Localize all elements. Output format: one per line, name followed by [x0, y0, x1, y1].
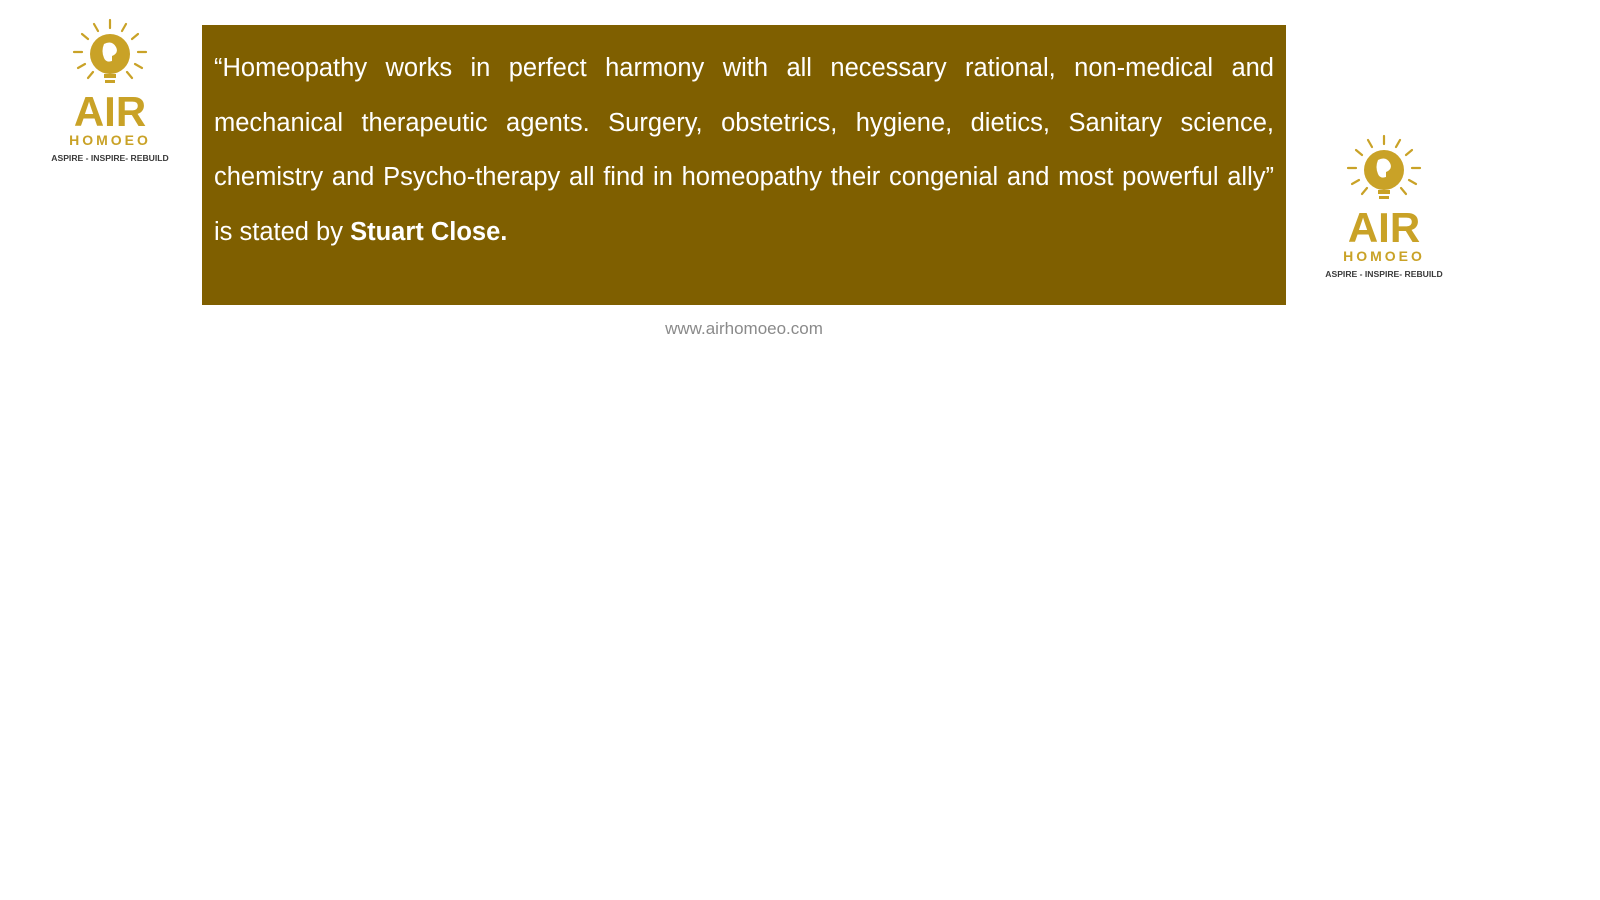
quote-author: Stuart Close. — [350, 217, 508, 246]
quote-paragraph — [214, 41, 1274, 259]
quote-box — [202, 25, 1286, 305]
logo-tagline: ASPIRE - INSPIRE- REBUILD — [1325, 269, 1443, 279]
logo-wordmark: AIR — [1347, 204, 1421, 251]
brand-logo-right — [1318, 134, 1450, 284]
logo-tagline: ASPIRE - INSPIRE- REBUILD — [51, 153, 169, 163]
website-link[interactable]: www.airhomoeo.com — [665, 319, 823, 338]
logo-wordmark: AIR — [73, 88, 147, 135]
logo-name: HOMOEO — [1343, 248, 1425, 264]
lightbulb-head-icon — [1318, 134, 1450, 284]
lightbulb-head-icon — [44, 18, 176, 168]
logo-name: HOMOEO — [69, 132, 151, 148]
brand-logo-left — [44, 18, 176, 168]
quote-body: “Homeopathy works in perfect harmony with all necessary rational, non-medical and mechanical therapeutic agents. Surgery, obstetrics, hygiene, dietics, Sanitary science, chemistry and Psycho-therapy all find in homeopathy their congenial and most powerful ally” is stated by — [214, 54, 1274, 246]
